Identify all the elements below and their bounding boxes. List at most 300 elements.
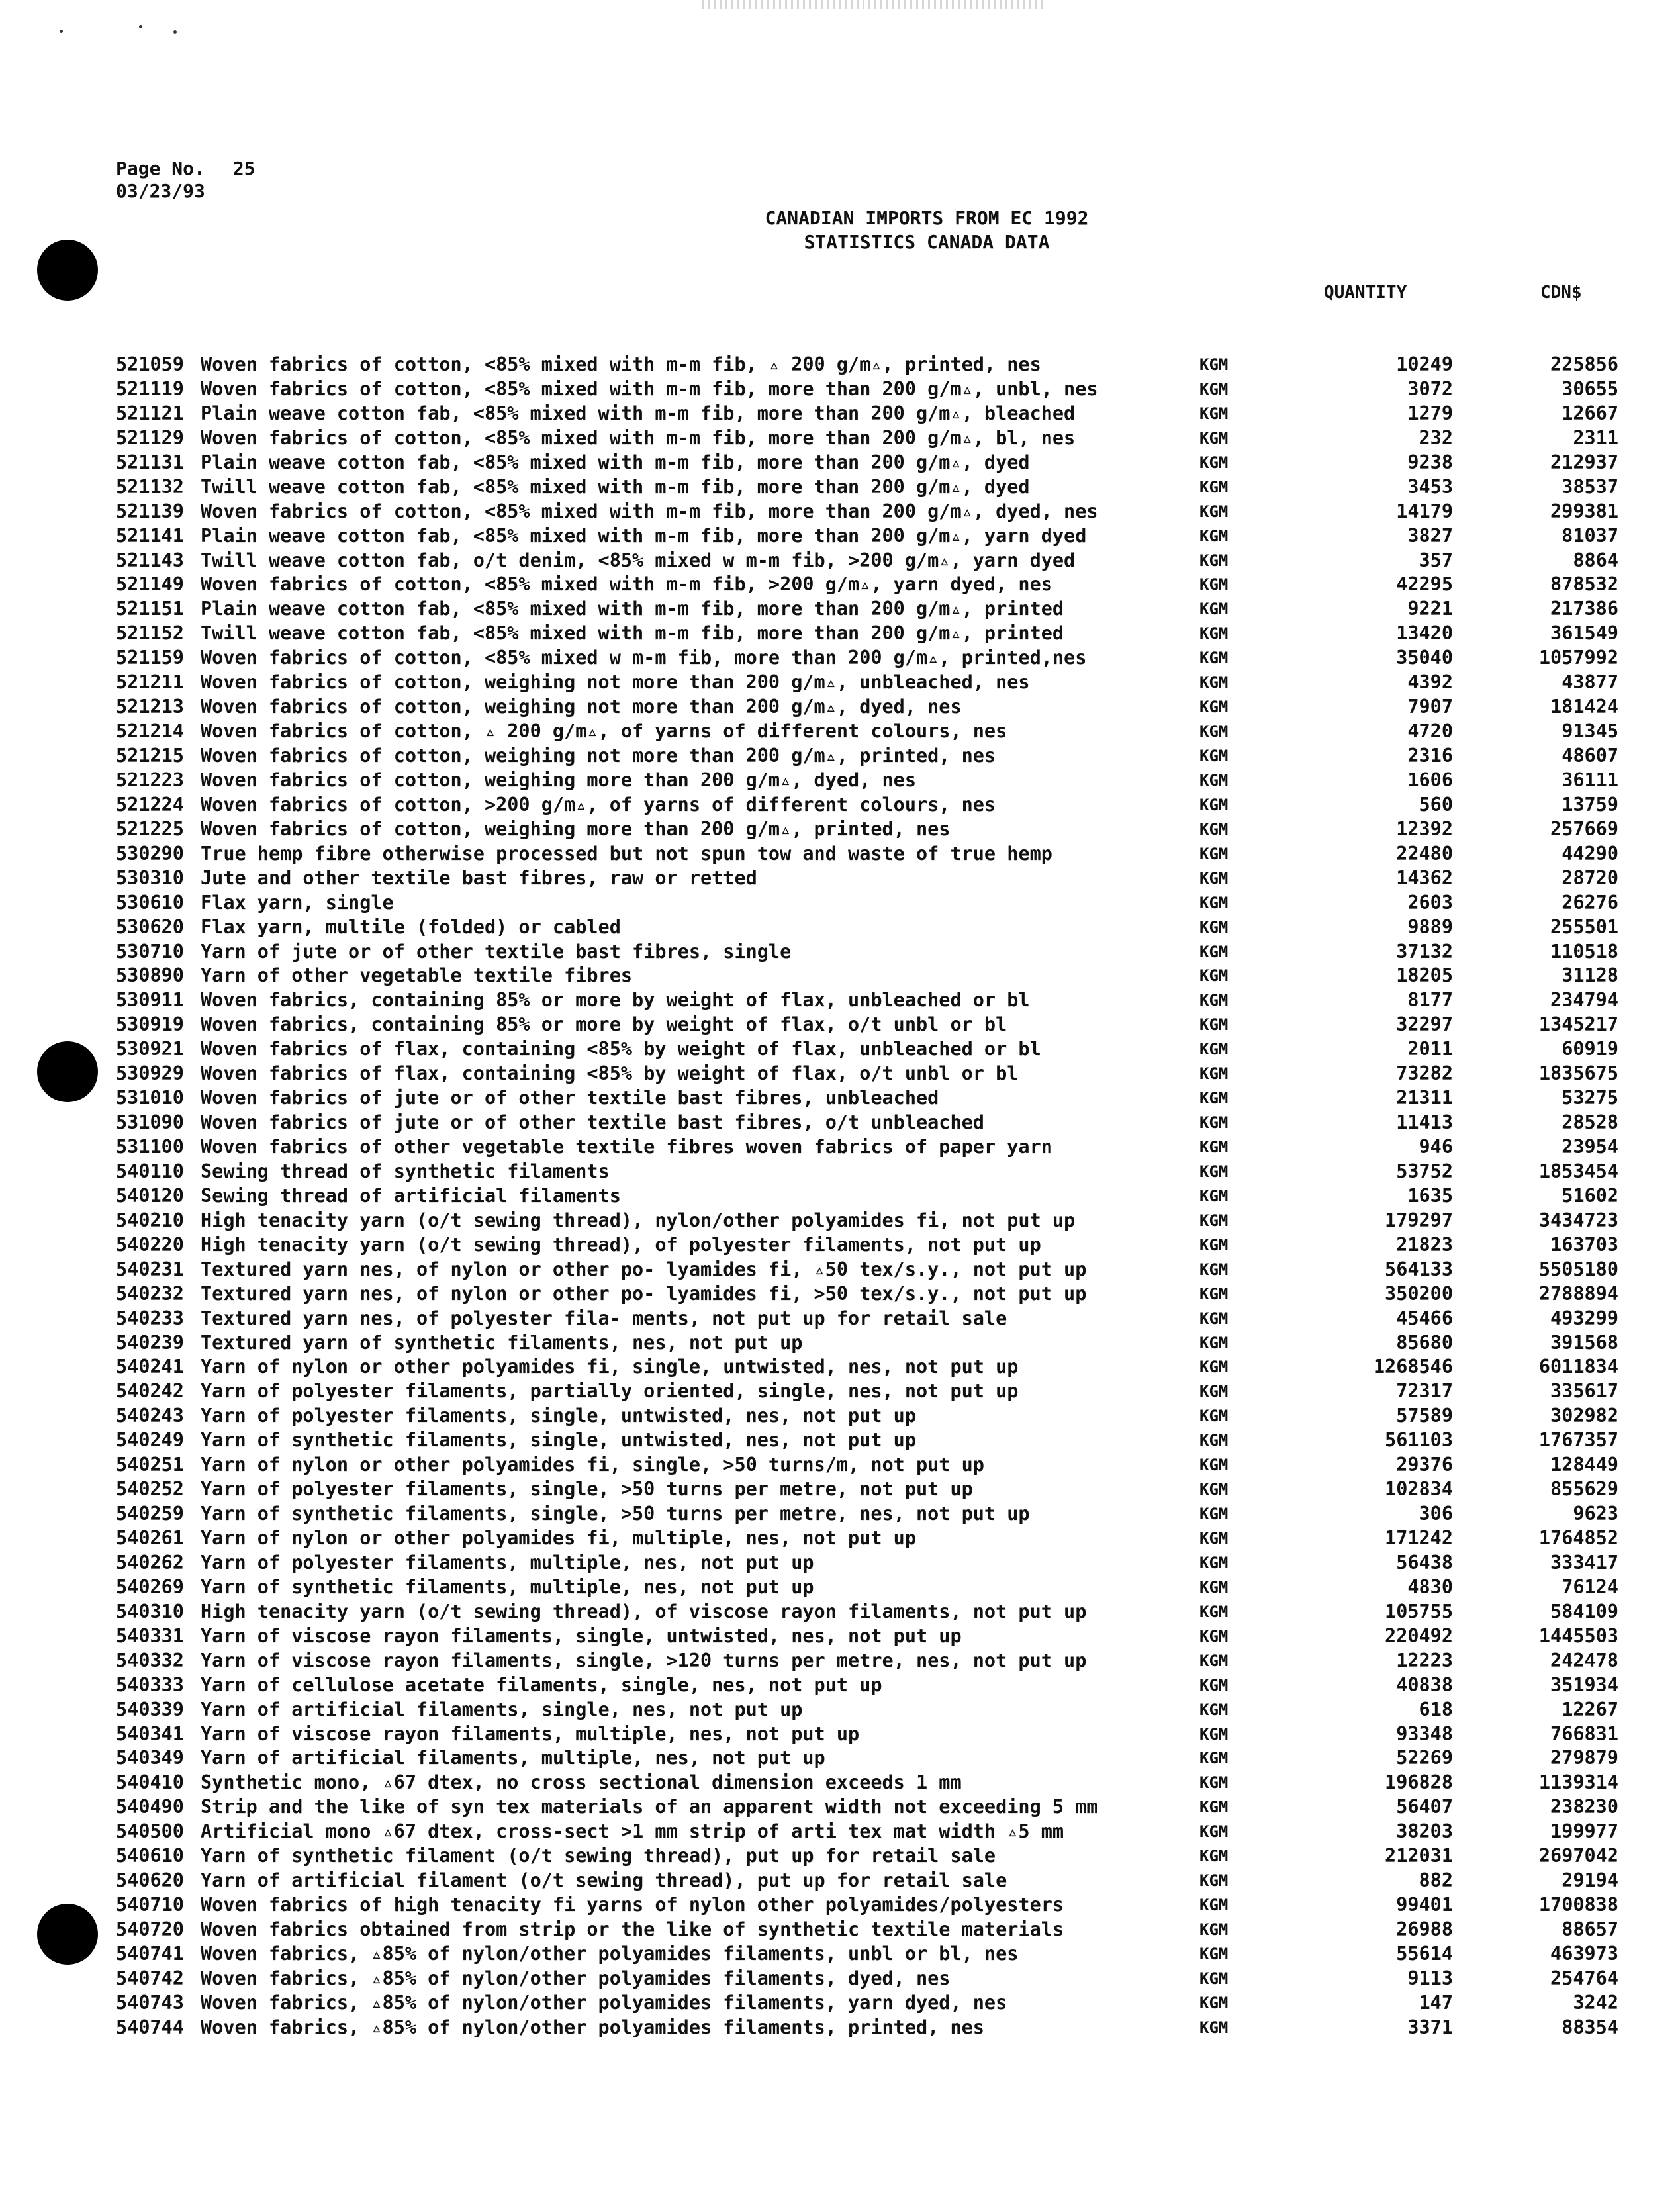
- commodity-description: Woven fabrics, ▵85% of nylon/other polyamides filaments, yarn dyed, nes: [201, 1991, 1007, 2014]
- unit-of-measure: KGM: [1199, 1089, 1229, 1108]
- commodity-code: 540231: [116, 1258, 184, 1280]
- table-row: [116, 695, 1618, 720]
- cdn-value: 1700838: [1538, 1894, 1618, 1916]
- commodity-code: 531100: [116, 1136, 184, 1158]
- commodity-code: 540243: [116, 1405, 184, 1427]
- cdn-value: 48607: [1562, 745, 1618, 767]
- table-row: [116, 671, 1618, 695]
- commodity-description: Textured yarn of synthetic filaments, nes, not put up: [201, 1331, 803, 1354]
- commodity-code: 540110: [116, 1160, 184, 1182]
- cdn-value: 29194: [1562, 1869, 1618, 1892]
- quantity-value: 618: [1419, 1698, 1453, 1720]
- unit-of-measure: KGM: [1199, 1700, 1229, 1719]
- table-row: [116, 1477, 1618, 1502]
- commodity-description: Textured yarn nes, of polyester fila- ments, not put up for retail sale: [201, 1307, 1007, 1329]
- commodity-code: 540210: [116, 1209, 184, 1231]
- quantity-value: 55614: [1396, 1942, 1453, 1965]
- quantity-value: 4392: [1407, 671, 1453, 694]
- commodity-code: 521213: [116, 696, 184, 718]
- quantity-value: 232: [1419, 426, 1453, 449]
- unit-of-measure: KGM: [1199, 1309, 1229, 1328]
- commodity-code: 540120: [116, 1184, 184, 1207]
- table-row: [116, 1746, 1618, 1771]
- quantity-value: 7907: [1407, 696, 1453, 718]
- unit-of-measure: KGM: [1199, 1822, 1229, 1842]
- cdn-value: 12667: [1562, 402, 1618, 424]
- table-row: [116, 377, 1618, 402]
- table-row: [116, 842, 1618, 866]
- table-row: [116, 1404, 1618, 1428]
- table-row: [116, 988, 1618, 1013]
- quantity-value: 306: [1419, 1503, 1453, 1525]
- value-column-header: CDN$: [1540, 283, 1582, 303]
- unit-of-measure: KGM: [1199, 575, 1229, 594]
- commodity-code: 521131: [116, 451, 184, 473]
- quantity-value: 2011: [1407, 1038, 1453, 1060]
- table-row: [116, 1649, 1618, 1673]
- quantity-value: 4830: [1407, 1575, 1453, 1598]
- unit-of-measure: KGM: [1199, 1113, 1229, 1133]
- commodity-description: Woven fabrics of cotton, >200 g/m▵, of yarns of different colours, nes: [201, 793, 996, 816]
- cdn-value: 361549: [1550, 622, 1618, 645]
- cdn-value: 181424: [1550, 696, 1618, 718]
- unit-of-measure: KGM: [1199, 1162, 1229, 1181]
- commodity-code: 530710: [116, 940, 184, 962]
- commodity-code: 540610: [116, 1845, 184, 1867]
- unit-of-measure: KGM: [1199, 1920, 1229, 1939]
- unit-of-measure: KGM: [1199, 1529, 1229, 1548]
- commodity-description: Yarn of artificial filaments, multiple, nes, not put up: [201, 1747, 825, 1769]
- cdn-value: 1767357: [1538, 1429, 1618, 1452]
- commodity-description: True hemp fibre otherwise processed but not spun tow and waste of true hemp: [201, 842, 1052, 865]
- unit-of-measure: KGM: [1199, 747, 1229, 765]
- quantity-value: 9221: [1407, 598, 1453, 620]
- table-row: [116, 1551, 1618, 1575]
- cdn-value: 26276: [1562, 891, 1618, 913]
- commodity-description: Woven fabrics of other vegetable textile fibres woven fabrics of paper yarn: [201, 1136, 1052, 1158]
- commodity-description: Woven fabrics, containing 85% or more by weight of flax, unbleached or bl: [201, 989, 1030, 1011]
- page-number: 25: [232, 158, 256, 179]
- unit-of-measure: KGM: [1199, 600, 1229, 619]
- commodity-code: 540333: [116, 1673, 184, 1696]
- unit-of-measure: KGM: [1199, 698, 1229, 717]
- table-row: [116, 866, 1618, 891]
- commodity-description: Woven fabrics of cotton, <85% mixed w m-m fib, more than 200 g/m▵, printed,nes: [201, 647, 1087, 669]
- unit-of-measure: KGM: [1199, 1456, 1229, 1475]
- unit-of-measure: KGM: [1199, 917, 1229, 937]
- cdn-value: 128449: [1550, 1454, 1618, 1476]
- cdn-value: 12267: [1562, 1698, 1618, 1720]
- table-row: [116, 451, 1618, 475]
- unit-of-measure: KGM: [1199, 1944, 1229, 1963]
- table-row: [116, 2016, 1618, 2040]
- commodity-description: Yarn of viscose rayon filaments, single, >120 turns per metre, nes, not put up: [201, 1649, 1087, 1671]
- cdn-value: 1139314: [1538, 1771, 1618, 1794]
- cdn-value: 199977: [1550, 1820, 1618, 1843]
- table-row: [116, 1967, 1618, 1991]
- commodity-description: Yarn of viscose rayon filaments, single, untwisted, nes, not put up: [201, 1624, 962, 1647]
- commodity-description: Yarn of polyester filaments, multiple, nes, not put up: [201, 1551, 814, 1573]
- unit-of-measure: KGM: [1199, 868, 1229, 888]
- scan-speck: [173, 30, 177, 34]
- commodity-description: Woven fabrics of cotton, weighing more than 200 g/m▵, dyed, nes: [201, 769, 916, 791]
- commodity-code: 540744: [116, 2016, 184, 2038]
- commodity-code: 521224: [116, 793, 184, 816]
- table-row: [116, 1062, 1618, 1086]
- commodity-description: Synthetic mono, ▵67 dtex, no cross sectional dimension exceeds 1 mm: [201, 1771, 962, 1794]
- quantity-value: 1635: [1407, 1184, 1453, 1207]
- cdn-value: 38537: [1562, 475, 1618, 498]
- unit-of-measure: KGM: [1199, 1358, 1229, 1377]
- commodity-description: Woven fabrics of flax, containing <85% by weight of flax, unbleached or bl: [201, 1038, 1041, 1060]
- quantity-value: 57589: [1396, 1405, 1453, 1427]
- cdn-value: 463973: [1550, 1942, 1618, 1965]
- commodity-code: 521139: [116, 500, 184, 522]
- commodity-description: Artificial mono ▵67 dtex, cross-sect >1 mm strip of arti tex mat width ▵5 mm: [201, 1820, 1064, 1843]
- cdn-value: 212937: [1550, 451, 1618, 473]
- commodity-description: High tenacity yarn (o/t sewing thread), nylon/other polyamides fi, not put up: [201, 1209, 1076, 1231]
- commodity-description: Woven fabrics, ▵85% of nylon/other polyamides filaments, unbl or bl, nes: [201, 1942, 1019, 1965]
- cdn-value: 493299: [1550, 1307, 1618, 1329]
- commodity-description: Woven fabrics of cotton, <85% mixed with m-m fib, >200 g/m▵, yarn dyed, nes: [201, 573, 1052, 596]
- cdn-value: 30655: [1562, 377, 1618, 400]
- quantity-value: 10249: [1396, 353, 1453, 375]
- punch-hole: [37, 240, 98, 301]
- commodity-description: Woven fabrics obtained from strip or the like of synthetic textile materials: [201, 1918, 1064, 1940]
- table-row: [116, 622, 1618, 646]
- cdn-value: 217386: [1550, 598, 1618, 620]
- commodity-code: 540241: [116, 1356, 184, 1378]
- unit-of-measure: KGM: [1199, 1651, 1229, 1670]
- cdn-value: 254764: [1550, 1967, 1618, 1989]
- cdn-value: 855629: [1550, 1478, 1618, 1501]
- unit-of-measure: KGM: [1199, 649, 1229, 668]
- table-row: [116, 1013, 1618, 1037]
- commodity-code: 530919: [116, 1013, 184, 1036]
- cdn-value: 76124: [1562, 1575, 1618, 1598]
- cdn-value: 88657: [1562, 1918, 1618, 1940]
- quantity-value: 38203: [1396, 1820, 1453, 1843]
- commodity-description: Woven fabrics of cotton, <85% mixed with m-m fib, more than 200 g/m▵, bl, nes: [201, 426, 1076, 449]
- unit-of-measure: KGM: [1199, 991, 1229, 1010]
- table-row: [116, 1184, 1618, 1209]
- unit-of-measure: KGM: [1199, 1015, 1229, 1035]
- commodity-description: Plain weave cotton fab, <85% mixed with m-m fib, more than 200 g/m▵, dyed: [201, 451, 1030, 473]
- commodity-code: 540741: [116, 1942, 184, 1965]
- cdn-value: 299381: [1550, 500, 1618, 522]
- commodity-description: Twill weave cotton fab, <85% mixed with m-m fib, more than 200 g/m▵, printed: [201, 622, 1064, 645]
- commodity-description: Woven fabrics of cotton, weighing not more than 200 g/m▵, dyed, nes: [201, 696, 962, 718]
- commodity-code: 540310: [116, 1600, 184, 1622]
- cdn-value: 88354: [1562, 2016, 1618, 2038]
- table-row: [116, 646, 1618, 671]
- report-date: 03/23/93: [116, 180, 205, 202]
- commodity-code: 540220: [116, 1233, 184, 1256]
- quantity-value: 35040: [1396, 647, 1453, 669]
- table-row: [116, 720, 1618, 744]
- quantity-value: 45466: [1396, 1307, 1453, 1329]
- commodity-description: Yarn of viscose rayon filaments, multiple, nes, not put up: [201, 1722, 860, 1745]
- quantity-value: 14362: [1396, 866, 1453, 889]
- commodity-code: 540339: [116, 1698, 184, 1720]
- unit-of-measure: KGM: [1199, 404, 1229, 423]
- quantity-value: 21311: [1396, 1087, 1453, 1109]
- table-row: [116, 1991, 1618, 2016]
- commodity-code: 540720: [116, 1918, 184, 1940]
- commodity-code: 521211: [116, 671, 184, 694]
- cdn-value: 9623: [1573, 1503, 1618, 1525]
- unit-of-measure: KGM: [1199, 795, 1229, 814]
- quantity-value: 9889: [1407, 915, 1453, 938]
- table-row: [116, 818, 1618, 842]
- quantity-value: 12392: [1396, 818, 1453, 840]
- commodity-description: Twill weave cotton fab, o/t denim, <85% mixed w m-m fib, >200 g/m▵, yarn dyed: [201, 549, 1076, 571]
- table-row: [116, 1771, 1618, 1795]
- quantity-value: 73282: [1396, 1062, 1453, 1085]
- unit-of-measure: KGM: [1199, 893, 1229, 912]
- cdn-value: 584109: [1550, 1600, 1618, 1622]
- quantity-value: 56438: [1396, 1551, 1453, 1573]
- table-row: [116, 1526, 1618, 1551]
- quantity-value: 99401: [1396, 1894, 1453, 1916]
- table-row: [116, 1282, 1618, 1307]
- commodity-code: 521151: [116, 598, 184, 620]
- commodity-code: 530310: [116, 866, 184, 889]
- table-row: [116, 475, 1618, 500]
- commodity-description: Jute and other textile bast fibres, raw or retted: [201, 866, 757, 889]
- cdn-value: 6011834: [1538, 1356, 1618, 1378]
- commodity-description: Woven fabrics of cotton, weighing not more than 200 g/m▵, printed, nes: [201, 745, 996, 767]
- unit-of-measure: KGM: [1199, 1969, 1229, 1988]
- commodity-description: Woven fabrics of high tenacity fi yarns of nylon other polyamides/polyesters: [201, 1894, 1064, 1916]
- commodity-description: Textured yarn nes, of nylon or other po- lyamides fi, ▵50 tex/s.y., not put up: [201, 1258, 1087, 1280]
- table-row: [116, 1575, 1618, 1600]
- cdn-value: 279879: [1550, 1747, 1618, 1769]
- unit-of-measure: KGM: [1199, 820, 1229, 839]
- cdn-value: 5505180: [1538, 1258, 1618, 1280]
- cdn-value: 44290: [1562, 842, 1618, 865]
- quantity-value: 882: [1419, 1869, 1453, 1892]
- commodity-code: 540262: [116, 1551, 184, 1573]
- table-row: [116, 1869, 1618, 1893]
- cdn-value: 878532: [1550, 573, 1618, 596]
- commodity-code: 531090: [116, 1111, 184, 1134]
- commodity-description: Yarn of polyester filaments, single, untwisted, nes, not put up: [201, 1405, 916, 1427]
- quantity-value: 93348: [1396, 1722, 1453, 1745]
- quantity-value: 14179: [1396, 500, 1453, 522]
- unit-of-measure: KGM: [1199, 2018, 1229, 2037]
- quantity-value: 9113: [1407, 1967, 1453, 1989]
- unit-of-measure: KGM: [1199, 1602, 1229, 1621]
- commodity-code: 540239: [116, 1331, 184, 1354]
- commodity-code: 521215: [116, 745, 184, 767]
- unit-of-measure: KGM: [1199, 1040, 1229, 1059]
- commodity-code: 540233: [116, 1307, 184, 1329]
- table-row: [116, 402, 1618, 426]
- table-row: [116, 915, 1618, 940]
- commodity-code: 540242: [116, 1380, 184, 1403]
- commodity-description: Woven fabrics of cotton, <85% mixed with m-m fib, more than 200 g/m▵, dyed, nes: [201, 500, 1098, 522]
- cdn-value: 1345217: [1538, 1013, 1618, 1036]
- commodity-code: 540500: [116, 1820, 184, 1843]
- quantity-value: 1268546: [1373, 1356, 1453, 1378]
- unit-of-measure: KGM: [1199, 966, 1229, 986]
- commodity-code: 521141: [116, 524, 184, 547]
- unit-of-measure: KGM: [1199, 1284, 1229, 1303]
- unit-of-measure: KGM: [1199, 453, 1229, 472]
- report-subtitle: STATISTICS CANADA DATA: [804, 231, 1050, 253]
- unit-of-measure: KGM: [1199, 673, 1229, 692]
- unit-of-measure: KGM: [1199, 1211, 1229, 1230]
- scan-speck: [60, 30, 63, 33]
- unit-of-measure: KGM: [1199, 1064, 1229, 1084]
- cdn-value: 242478: [1550, 1649, 1618, 1671]
- quantity-value: 1606: [1407, 769, 1453, 791]
- quantity-column-header: QUANTITY: [1324, 283, 1407, 303]
- cdn-value: 2311: [1573, 426, 1618, 449]
- table-row: [116, 1453, 1618, 1477]
- unit-of-measure: KGM: [1199, 1138, 1229, 1156]
- quantity-value: 13420: [1396, 622, 1453, 645]
- table-row: [116, 1673, 1618, 1698]
- table-row: [116, 1698, 1618, 1722]
- commodity-description: Yarn of synthetic filament (o/t sewing thread), put up for retail sale: [201, 1845, 996, 1867]
- unit-of-measure: KGM: [1199, 1724, 1229, 1744]
- commodity-description: Plain weave cotton fab, <85% mixed with m-m fib, more than 200 g/m▵, bleached: [201, 402, 1076, 424]
- cdn-value: 1835675: [1538, 1062, 1618, 1085]
- table-row: [116, 1135, 1618, 1160]
- quantity-value: 40838: [1396, 1673, 1453, 1696]
- commodity-code: 521149: [116, 573, 184, 596]
- quantity-value: 171242: [1385, 1527, 1453, 1549]
- commodity-code: 521214: [116, 720, 184, 743]
- cdn-value: 335617: [1550, 1380, 1618, 1403]
- quantity-value: 2603: [1407, 891, 1453, 913]
- cdn-value: 23954: [1562, 1136, 1618, 1158]
- cdn-value: 257669: [1550, 818, 1618, 840]
- commodity-code: 521059: [116, 353, 184, 375]
- commodity-code: 531010: [116, 1087, 184, 1109]
- table-row: [116, 597, 1618, 622]
- commodity-description: Yarn of artificial filament (o/t sewing thread), put up for retail sale: [201, 1869, 1007, 1892]
- commodity-description: Woven fabrics of jute or of other textile bast fibres, unbleached: [201, 1087, 939, 1109]
- commodity-description: Woven fabrics of cotton, <85% mixed with m-m fib, ▵ 200 g/m▵, printed, nes: [201, 353, 1041, 375]
- unit-of-measure: KGM: [1199, 1993, 1229, 2012]
- cdn-value: 28528: [1562, 1111, 1618, 1134]
- table-row: [116, 1111, 1618, 1135]
- quantity-value: 37132: [1396, 940, 1453, 962]
- table-row: [116, 1844, 1618, 1869]
- cdn-value: 81037: [1562, 524, 1618, 547]
- commodity-description: Woven fabrics of jute or of other textile bast fibres, o/t unbleached: [201, 1111, 984, 1134]
- quantity-value: 53752: [1396, 1160, 1453, 1182]
- commodity-description: Yarn of polyester filaments, partially oriented, single, nes, not put up: [201, 1380, 1019, 1403]
- unit-of-measure: KGM: [1199, 1626, 1229, 1646]
- unit-of-measure: KGM: [1199, 1847, 1229, 1866]
- quantity-value: 18205: [1396, 964, 1453, 987]
- commodity-description: Textured yarn nes, of nylon or other po- lyamides fi, >50 tex/s.y., not put up: [201, 1282, 1087, 1305]
- commodity-code: 521223: [116, 769, 184, 791]
- cdn-value: 234794: [1550, 989, 1618, 1011]
- unit-of-measure: KGM: [1199, 526, 1229, 545]
- quantity-value: 3072: [1407, 377, 1453, 400]
- cdn-value: 1853454: [1538, 1160, 1618, 1182]
- commodity-description: Yarn of synthetic filaments, single, untwisted, nes, not put up: [201, 1429, 916, 1452]
- unit-of-measure: KGM: [1199, 942, 1229, 961]
- unit-of-measure: KGM: [1199, 1333, 1229, 1352]
- cdn-value: 302982: [1550, 1405, 1618, 1427]
- commodity-code: 540252: [116, 1478, 184, 1501]
- cdn-value: 3242: [1573, 1991, 1618, 2014]
- table-row: [116, 1893, 1618, 1918]
- commodity-code: 521119: [116, 377, 184, 400]
- commodity-code: 530921: [116, 1038, 184, 1060]
- quantity-value: 560: [1419, 793, 1453, 816]
- table-row: [116, 1502, 1618, 1526]
- quantity-value: 179297: [1385, 1209, 1453, 1231]
- quantity-value: 8177: [1407, 989, 1453, 1011]
- table-row: [116, 1331, 1618, 1356]
- unit-of-measure: KGM: [1199, 1798, 1229, 1817]
- cdn-value: 60919: [1562, 1038, 1618, 1060]
- table-row: [116, 524, 1618, 549]
- quantity-value: 3827: [1407, 524, 1453, 547]
- cdn-value: 3434723: [1538, 1209, 1618, 1231]
- cdn-value: 1057992: [1538, 647, 1618, 669]
- commodity-description: Flax yarn, single: [201, 891, 394, 913]
- commodity-description: Yarn of synthetic filaments, multiple, nes, not put up: [201, 1575, 814, 1598]
- table-row: [116, 1037, 1618, 1062]
- unit-of-measure: KGM: [1199, 477, 1229, 496]
- cdn-value: 51602: [1562, 1184, 1618, 1207]
- commodity-description: Woven fabrics of cotton, weighing not more than 200 g/m▵, unbleached, nes: [201, 671, 1030, 694]
- quantity-value: 12223: [1396, 1649, 1453, 1671]
- commodity-description: High tenacity yarn (o/t sewing thread), of viscose rayon filaments, not put up: [201, 1600, 1087, 1622]
- commodity-code: 521132: [116, 475, 184, 498]
- commodity-code: 540742: [116, 1967, 184, 1989]
- unit-of-measure: KGM: [1199, 1407, 1229, 1426]
- cdn-value: 255501: [1550, 915, 1618, 938]
- commodity-description: Woven fabrics of flax, containing <85% by weight of flax, o/t unbl or bl: [201, 1062, 1019, 1085]
- commodity-code: 530890: [116, 964, 184, 987]
- table-row: [116, 1624, 1618, 1649]
- commodity-code: 521129: [116, 426, 184, 449]
- commodity-code: 540249: [116, 1429, 184, 1452]
- commodity-code: 540710: [116, 1894, 184, 1916]
- table-row: [116, 1600, 1618, 1624]
- cdn-value: 43877: [1562, 671, 1618, 694]
- table-row: [116, 1355, 1618, 1380]
- table-row: [116, 549, 1618, 573]
- quantity-value: 196828: [1385, 1771, 1453, 1794]
- table-row: [116, 1722, 1618, 1747]
- unit-of-measure: KGM: [1199, 1431, 1229, 1450]
- commodity-code: 540269: [116, 1575, 184, 1598]
- cdn-value: 163703: [1550, 1233, 1618, 1256]
- cdn-value: 53275: [1562, 1087, 1618, 1109]
- unit-of-measure: KGM: [1199, 551, 1229, 570]
- unit-of-measure: KGM: [1199, 1235, 1229, 1254]
- commodity-description: Twill weave cotton fab, <85% mixed with m-m fib, more than 200 g/m▵, dyed: [201, 475, 1030, 498]
- commodity-description: Sewing thread of synthetic filaments: [201, 1160, 610, 1182]
- commodity-description: Woven fabrics of cotton, <85% mixed with m-m fib, more than 200 g/m▵, unbl, nes: [201, 377, 1098, 400]
- commodity-code: 540410: [116, 1771, 184, 1794]
- table-row: [116, 1209, 1618, 1233]
- commodity-code: 540349: [116, 1747, 184, 1769]
- table-row: [116, 1233, 1618, 1258]
- quantity-value: 42295: [1396, 573, 1453, 596]
- unit-of-measure: KGM: [1199, 1260, 1229, 1279]
